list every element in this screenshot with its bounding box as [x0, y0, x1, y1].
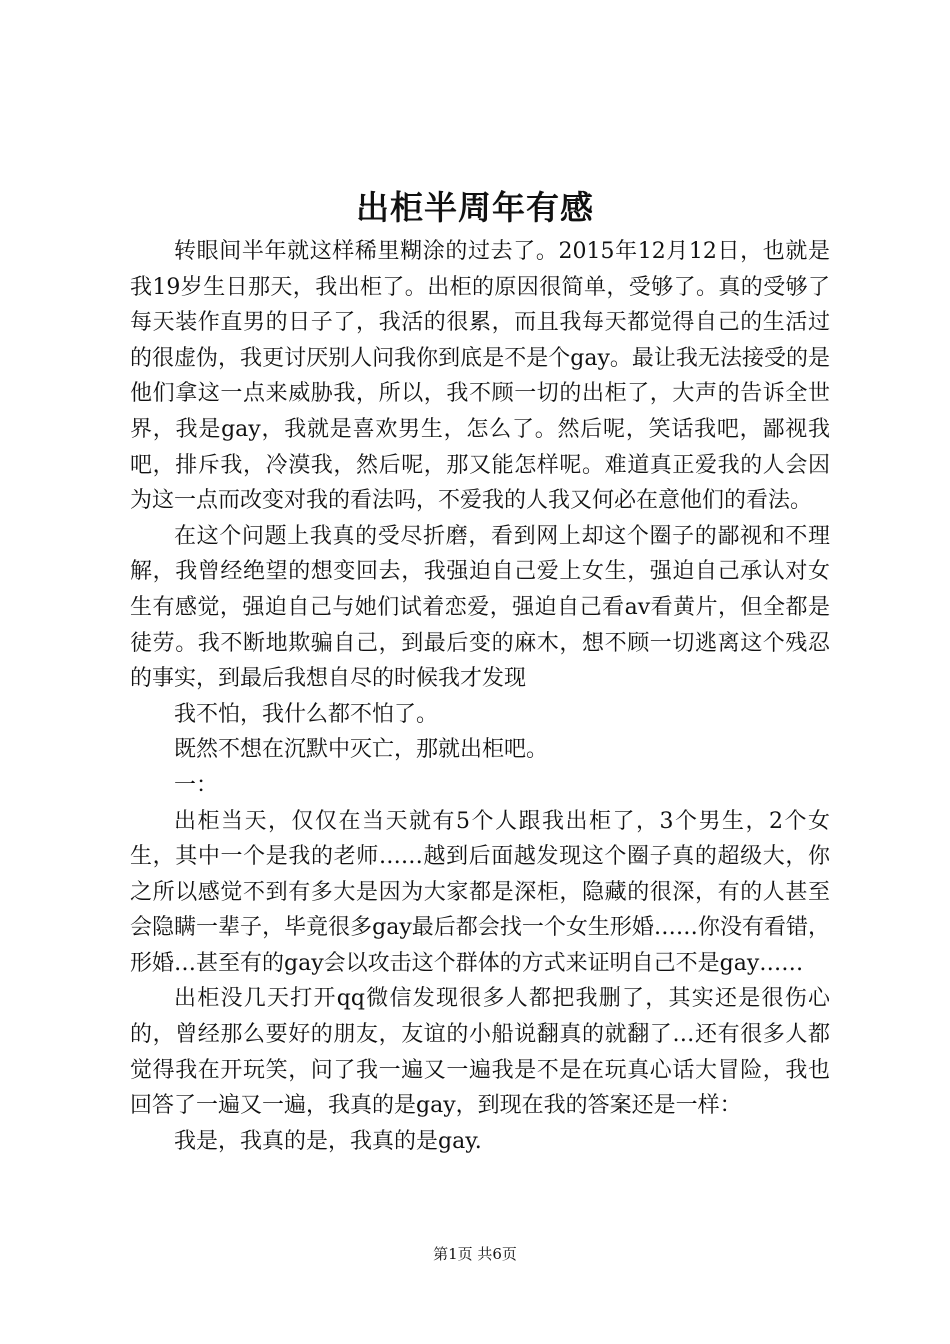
- paragraph: 在这个问题上我真的受尽折磨，看到网上却这个圈子的鄙视和不理解，我曾经绝望的想变回去，我强迫自己爱上女生，强迫自己承认对女生有感觉，强迫自己与她们试着恋爱，强迫自己看av看黄片，但全都是徒劳。我不断地欺骗自己，到最后变的麻木，想不顾一切逃离这个残忍的事实，到最后我想自尽的时候我才发现: [130, 523, 830, 692]
- paragraph: 既然不想在沉默中灭亡，那就出柜吧。: [174, 737, 549, 763]
- section-heading: 一：: [174, 772, 219, 798]
- paragraph: 我不怕，我什么都不怕了。: [174, 701, 439, 727]
- document-title: 出柜半周年有感: [356, 188, 594, 227]
- page-footer: 第1页 共6页: [433, 1245, 517, 1263]
- paragraph: 出柜当天，仅仅在当天就有5个人跟我出柜了，3个男生，2个女生，其中一个是我的老师……越到后面越发现这个圈子真的超级大，你之所以感觉不到有多大是因为大家都是深柜，隐藏的很深，有的人甚至会隐瞒一辈子，毕竟很多gay最后都会找一个女生形婚……你没有看错，形婚…甚至有的gay会以攻击这个群体的方式来证明自己不是gay……: [130, 808, 830, 976]
- paragraph: 转眼间半年就这样稀里糊涂的过去了。2015年12月12日，也就是我19岁生日那天，我出柜了。出柜的原因很简单，受够了。真的受够了每天装作直男的日子了，我活的很累，而且我每天都觉得自己的生活过的很虚伪，我更讨厌别人问我你到底是不是个gay。最让我无法接受的是他们拿这一点来威胁我，所以，我不顾一切的出柜了，大声的告诉全世界，我是gay，我就是喜欢男生，怎么了。然后呢，笑话我吧，鄙视我吧，排斥我，冷漠我，然后呢，那又能怎样呢。难道真正爱我的人会因为这一点而改变对我的看法吗，不爱我的人我又何必在意他们的看法。: [130, 239, 830, 514]
- paragraph: 我是，我真的是，我真的是gay.: [174, 1128, 482, 1154]
- document-body: [130, 234, 830, 1159]
- paragraph: 出柜没几天打开qq微信发现很多人都把我删了，其实还是很伤心的，曾经那么要好的朋友，友谊的小船说翻真的就翻了…还有很多人都觉得我在开玩笑，问了我一遍又一遍我是不是在玩真心话大冒险，我也回答了一遍又一遍，我真的是gay，到现在我的答案还是一样：: [130, 986, 830, 1119]
